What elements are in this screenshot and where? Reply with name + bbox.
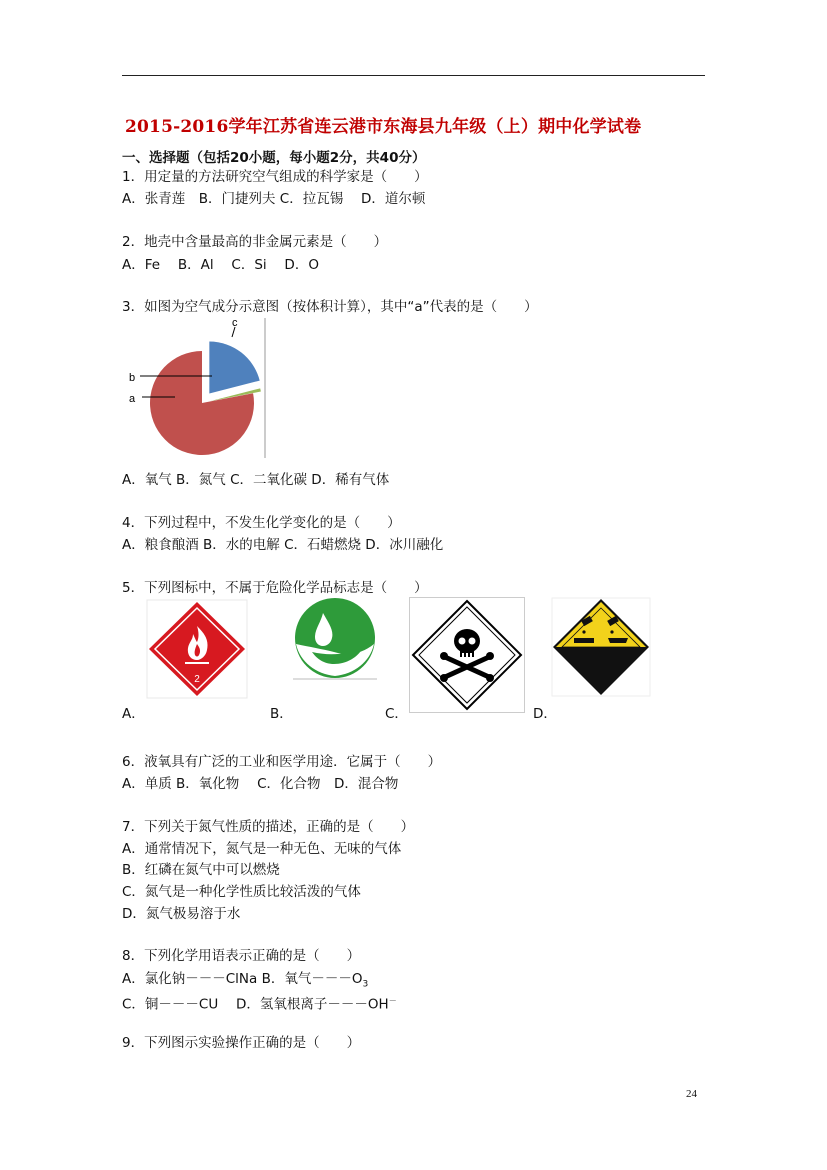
q6-options: A．单质 B．氧化物 C．化合物 D．混合物 — [122, 776, 399, 792]
q4-options: A．粮食酿酒 B．水的电解 C．石蜡燃烧 D．冰川融化 — [122, 537, 444, 553]
pie-label-b: b — [129, 372, 136, 384]
air-composition-pie-chart — [120, 315, 270, 460]
q7-option-b: B．红磷在氮气中可以燃烧 — [122, 862, 280, 878]
q5-label-b: B． — [270, 706, 293, 722]
green-emblem-sign — [290, 600, 380, 680]
q4-stem: 4．下列过程中，不发生化学变化的是（ ） — [122, 515, 401, 531]
corrosive-sign — [552, 598, 650, 696]
q5-label-a: A． — [122, 706, 145, 722]
q1-stem: 1．用定量的方法研究空气组成的科学家是（ ） — [122, 169, 428, 185]
q5-stem: 5．下列图标中，不属于危险化学品标志是（ ） — [122, 580, 428, 596]
q7-stem: 7．下列关于氮气性质的描述，正确的是（ ） — [122, 819, 415, 835]
q8-subscript: 3 — [362, 979, 369, 990]
q8-options-line2 — [122, 992, 397, 1014]
q7-option-a: A．通常情况下，氮气是一种无色、无味的气体 — [122, 841, 402, 857]
flammable-gas-sign — [147, 600, 247, 698]
q7-option-c: C．氮气是一种化学性质比较活泼的气体 — [122, 884, 361, 900]
q1-options: A．张青莲 B．门捷列夫 C．拉瓦锡 D．道尔顿 — [122, 191, 426, 207]
q3-stem: 3．如图为空气成分示意图（按体积计算），其中“a”代表的是（ ） — [122, 299, 538, 315]
q8-stem: 8．下列化学用语表示正确的是（ ） — [122, 948, 361, 964]
q6-stem: 6．液氧具有广泛的工业和医学用途．它属于（ ） — [122, 754, 442, 770]
q9-stem: 9．下列图示实验操作正确的是（ ） — [122, 1035, 361, 1051]
q8-options-line1 — [122, 970, 368, 994]
q8-superscript: － — [388, 996, 397, 1005]
q2-options: A．Fe B．Al C．Si D．O — [122, 257, 319, 273]
pie-slice-c — [209, 342, 259, 394]
toxic-skull-sign — [409, 597, 525, 713]
q8-line2-text: C．铜－－－CU D．氢氧根离子－－－OH — [122, 996, 389, 1013]
section-heading: 一、选择题（包括20小题，每小题2分，共40分） — [122, 150, 426, 166]
page-title: 2015-2016学年江苏省连云港市东海县九年级（上）期中化学试卷 — [125, 117, 642, 137]
pie-label-a: a — [129, 393, 136, 405]
q2-stem: 2．地壳中含量最高的非金属元素是（ ） — [122, 234, 388, 250]
sign-class-number: 2 — [194, 674, 200, 685]
q3-options: A．氧气 B．氮气 C．二氧化碳 D．稀有气体 — [122, 472, 390, 488]
page-number: 24 — [686, 1088, 697, 1100]
q5-label-d: D． — [533, 706, 557, 722]
pie-label-c: c — [232, 317, 238, 329]
q7-option-d: D．氮气极易溶于水 — [122, 906, 241, 922]
q8-line1-text: A．氯化钠－－－ClNa B．氧气－－－O — [122, 971, 363, 987]
header-rule — [122, 75, 705, 76]
q5-label-c: C． — [385, 706, 408, 722]
